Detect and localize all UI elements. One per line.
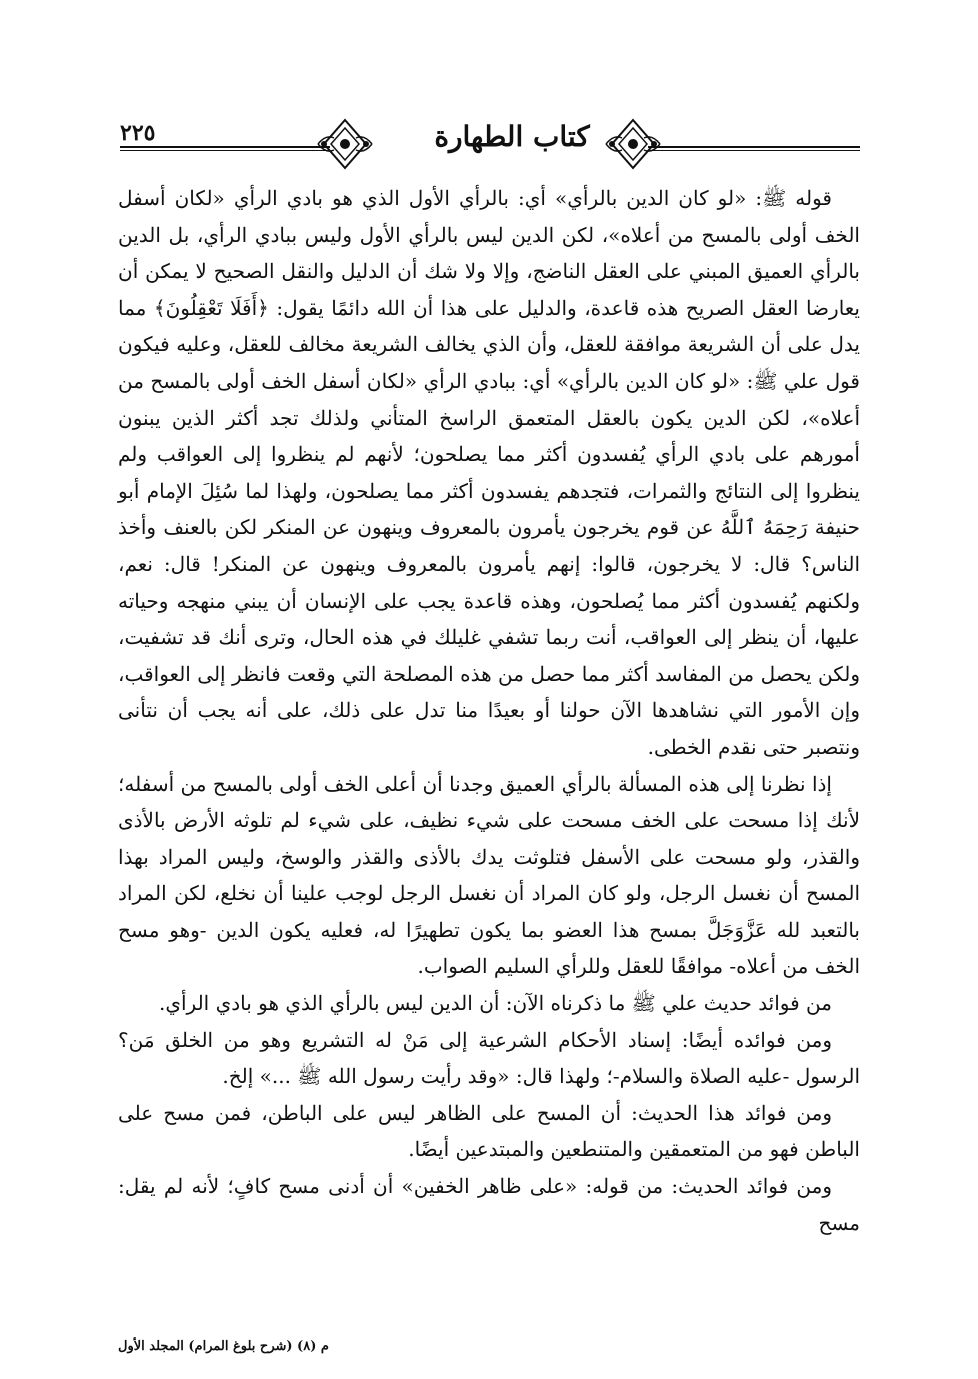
paragraph: من فوائد حديث علي ﷺ ما ذكرناه الآن: أن الدين ليس بالرأي الذي هو بادي الرأي. — [158, 991, 832, 1016]
header-rule-left — [120, 146, 330, 151]
paragraph: إذا نظرنا إلى هذه المسألة بالرأي العميق وجدنا أن أعلى الخف أولى بالمسح من أسفله؛ لأنك إذا مسحت على الخف مسحت على شيء نظيف، على شيء لم تلوثه الأرض بالأذى والقذر، ولو مسحت على الأسفل فتلوثت يدك بالأذى والقذر والوسخ، وليس المراد بهذا المسح أن نغسل الرجل، ولو كان المراد أن نغسل الرجل لوجب علينا أن نخلع، لكن المراد بالتعبد لله عَزَّوَجَلَّ بمسح هذا العضو بما يكون تطهيرًا له، فعليه يكون الدين -وهو مسح الخف من أعلاه- موافقًا للعقل وللرأي السليم الصواب. — [118, 771, 860, 979]
header-rule-right — [648, 146, 860, 151]
body-text — [118, 180, 860, 1241]
ornament-right-icon — [604, 116, 662, 172]
footer-note: م (٨) (شرح بلوغ المرام) المجلد الأول — [118, 1339, 329, 1354]
page-header — [120, 112, 860, 172]
page-number: ٢٢٥ — [120, 120, 156, 146]
paragraph: ومن فوائده أيضًا: إسناد الأحكام الشرعية إلى مَنْ له التشريع وهو من الخلق مَن؟ الرسول -عليه الصلاة والسلام-؛ ولهذا قال: «وقد رأيت رسول الله ﷺ ...» إلخ. — [118, 1027, 860, 1089]
paragraph: ومن فوائد الحديث: من قوله: «على ظاهر الخفين» أن أدنى مسح كافٍ؛ لأنه لم يقل: مسح — [118, 1174, 860, 1235]
ornament-left-icon — [316, 116, 374, 172]
paragraph: قوله ﷺ: «لو كان الدين بالرأي» أي: بالرأي الأول الذي هو بادي الرأي «لكان أسفل الخف أولى بالمسح من أعلاه»، لكن الدين ليس بالرأي الأول وليس ببادي الرأي، بل الدين بالرأي العميق المبني على العقل الناضج، وإلا ولا شك أن الدليل والنقل الصحيح لا يمكن أن يعارضا العقل الصريح هذه قاعدة، والدليل على هذا أن الله دائمًا يقول: ﴿أَفَلَا تَعْقِلُونَ﴾ مما يدل على أن الشريعة موافقة للعقل، وأن الذي يخالف الشريعة مخالف للعقل، وعليه فيكون قول علي ﷺ: «لو كان الدين بالرأي» أي: ببادي الرأي «لكان أسفل الخف أولى بالمسح من أعلاه»، لكن الدين يكون بالعقل المتعمق الراسخ المتأني ولذلك تجد أكثر الذين يبنون أمورهم على بادي الرأي يُفسدون أكثر مما يصلحون؛ لأنهم لم ينظروا إلى العواقب ولم ينظروا إلى النتائج والثمرات، فتجدهم يفسدون أكثر مما يصلحون، ولهذا لما سُئِلَ الإمام أبو حنيفة رَحِمَهُ ٱللَّهُ عن قوم يخرجون يأمرون بالمعروف وينهون عن المنكر لكن بالعنف وأخذ الناس؟ قال: لا يخرجون، قالوا: إنهم يأمرون بالمعروف وينهون عن المنكر! قال: نعم، ولكنهم يُفسدون أكثر مما يُصلحون، وهذه قاعدة يجب على الإنسان أن يبني منهجه وحياته عليها، أن ينظر إلى العواقب، أنت ربما تشفي غليلك في هذه الحال، وترى أنك قد تشفيت، ولكن يحصل من المفاسد أكثر مما حصل من هذه المصلحة التي وقعت فانظر إلى العواقب، وإن الأمور التي نشاهدها الآن حولنا أو بعيدًا منا تدل على ذلك، على أنه يجب أن نتأنى ونتصبر حتى نقدم الخطى. — [118, 186, 860, 759]
paragraph: ومن فوائد هذا الحديث: أن المسح على الظاهر ليس على الباطن، فمن مسح على الباطن فهو من المتعمقين والمتنطعين والمبتدعين أيضًا. — [118, 1100, 860, 1162]
book-title: كتاب الطهارة — [434, 120, 590, 153]
